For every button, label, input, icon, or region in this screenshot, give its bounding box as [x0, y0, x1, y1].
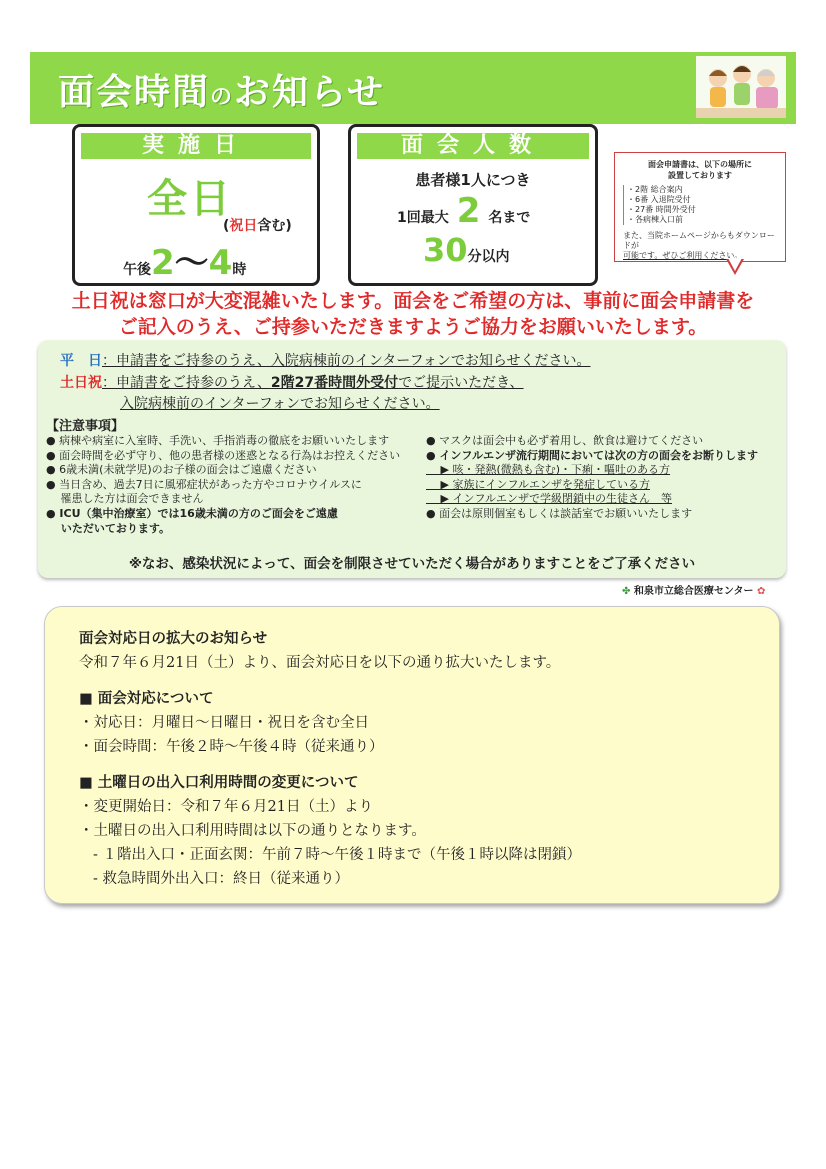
weekend-text2: でご提示いただき、	[398, 375, 524, 391]
visitor-count-box	[348, 124, 598, 286]
notice-title: 面会対応日の拡大のお知らせ	[79, 630, 268, 647]
weekday-text: ：申請書をご持参のうえ、入院病棟前のインターフォンでお知らせください。	[102, 353, 591, 369]
hospital-name	[622, 582, 765, 597]
callout-footer	[623, 231, 779, 261]
hour-suffix: 時	[232, 262, 247, 278]
section2-line: - １階出入口・正面玄関：午前７時～午後１時まで（午後１時以降は閉鎖）	[93, 847, 582, 863]
note-item: ▶ 咳・発熱(微熱も含む)・下痢・嘔吐のある方	[426, 463, 671, 477]
per-patient-text: 患者様1人につき	[415, 171, 531, 189]
title-rest: お知らせ	[234, 72, 385, 113]
family-illustration	[696, 56, 786, 118]
weekend-label: 土日祝	[60, 375, 102, 391]
visitor-count-heading: 面会人数	[357, 133, 589, 159]
location-item: ・2階 総合案内	[627, 185, 683, 194]
note-item: ● 面会は原則個室もしくは談話室でお願いいたします	[426, 506, 693, 520]
location-item: ・6番 入退院受付	[627, 195, 691, 204]
note-item: 罹患した方は面会できません	[46, 492, 204, 506]
section1-title: ■ 面会対応について	[79, 690, 214, 707]
right-notes	[426, 434, 758, 522]
implementation-day-box	[72, 124, 320, 286]
visiting-hours	[123, 235, 246, 284]
start-hour: 2	[151, 243, 175, 283]
location-item: ・27番 時間外受付	[627, 205, 696, 214]
note-item: ● 当日含め、過去7日に風邪症状があった方やコロナウイルスに	[46, 477, 362, 491]
title-main: 面会時間	[58, 72, 211, 113]
note-item: ● 病棟や病室に入室時、手洗い、手指消毒の徹底をお願いいたします	[46, 434, 390, 447]
note-item: ● ICU（集中治療室）では16歳未満の方のご面会をご遠慮	[46, 506, 338, 520]
callout-head1: 面会申請書は、以下の場所に	[648, 160, 752, 169]
note-item: ● インフルエンザ流行期間においては次の方の面会をお断りします	[426, 448, 758, 462]
note-item: いただいております。	[46, 521, 170, 535]
tilde: 〜	[174, 243, 209, 283]
max-prefix: 1回最大	[397, 210, 449, 226]
callout-tail-inner	[728, 258, 742, 271]
restriction-note: ※なお、感染状況によって、面会を制限させていただく場合がありますことをご了承ください	[128, 556, 696, 572]
callout-foot1: また、当院ホームページからもダウンロードが	[623, 231, 775, 250]
note-item: ● 6歳未満(未就学児)のお子様の面会はご遠慮ください	[46, 463, 317, 477]
application-form-callout	[614, 152, 786, 262]
callout-locations	[623, 185, 785, 225]
max-number: 2	[456, 191, 481, 231]
flower-icon: ✿	[756, 586, 766, 597]
holiday-included	[223, 215, 292, 235]
callout-heading	[615, 159, 785, 181]
note-item: ▶ インフルエンザで学級閉鎖中の生徒さん 等	[426, 492, 673, 506]
holiday-text: 祝日	[229, 218, 258, 234]
weekend-rule	[60, 372, 524, 392]
title-no: の	[210, 85, 235, 110]
hospital-name-text: 和泉市立総合医療センター	[633, 586, 754, 597]
implementation-day-heading: 実施日	[81, 133, 311, 159]
section1-line: ・対応日：月曜日～日曜日・祝日を含む全日	[79, 715, 369, 731]
paren-rest: 含む)	[257, 218, 292, 234]
notice-line1: 土日祝は窓口が大変混雑いたします。面会をご希望の方は、事前に面会申請書を	[71, 290, 755, 312]
callout-head2: 設置しております	[668, 171, 732, 180]
page-header	[30, 52, 796, 124]
section2-line: - 救急時間外出入口：終日（従来通り）	[93, 871, 350, 887]
section2-line: ・変更開始日：令和７年６月21日（土）より	[79, 799, 373, 815]
max-visitors	[397, 191, 530, 231]
paren-open: (	[223, 218, 230, 234]
weekend-text3: 入院病棟前のインターフォンでお知らせください。	[120, 396, 440, 412]
all-days-text: 全日	[147, 176, 233, 222]
minutes-number: 30	[423, 231, 468, 269]
callout-foot2: 可能です。ぜひご利用ください。	[623, 251, 743, 260]
end-hour: 4	[208, 243, 233, 283]
max-suffix: 名まで	[488, 210, 531, 226]
notice-intro: 令和７年６月21日（土）より、面会対応日を以下の通り拡大いたします。	[79, 655, 561, 671]
weekend-text1: ：申請書をご持参のうえ、	[102, 375, 271, 391]
weekend-congestion-notice	[30, 288, 796, 340]
note-item: ▶ 家族にインフルエンザを発症している方	[426, 477, 651, 491]
weekday-rule	[60, 350, 590, 370]
visit-days-expansion-notice	[44, 606, 780, 904]
notice-line2: ご記入のうえ、ご持参いただきますようご協力をお願いいたします。	[118, 316, 708, 338]
note-item: ● 面会時間を必ず守り、他の患者様の迷惑となる行為はお控えください	[46, 448, 401, 462]
time-limit	[423, 231, 510, 269]
section2-line: ・土曜日の出入口利用時間は以下の通りとなります。	[79, 823, 426, 839]
left-notes	[46, 434, 400, 536]
section1-line: ・面会時間：午後２時～午後４時（従来通り）	[79, 739, 384, 755]
note-item: ● マスクは面会中も必ず着用し、飲食は避けてください	[426, 434, 704, 447]
minutes-suffix: 分以内	[467, 249, 510, 265]
pm-label: 午後	[123, 262, 151, 278]
notes-heading: 【注意事項】	[46, 419, 125, 434]
weekday-label: 平 日	[60, 353, 102, 369]
section2-title: ■ 土曜日の出入口利用時間の変更について	[79, 774, 359, 791]
leaf-icon: ✤	[622, 586, 631, 597]
weekend-reception: 2階27番時間外受付	[270, 375, 399, 391]
location-item: ・各病棟入口前	[627, 215, 683, 224]
visit-rules-panel	[38, 340, 786, 578]
page-title	[58, 64, 385, 115]
